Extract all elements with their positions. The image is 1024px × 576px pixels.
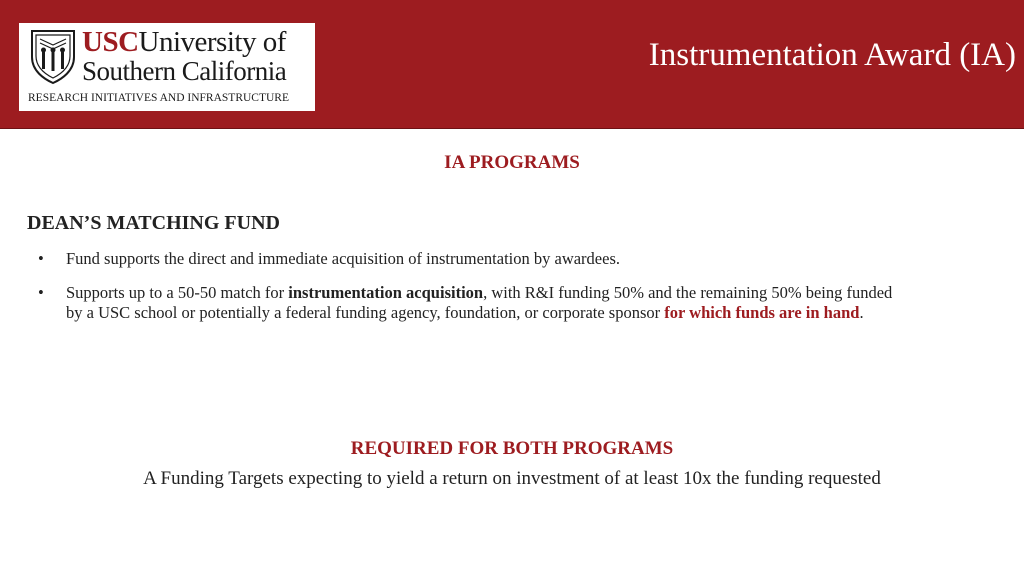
bullet-icon: • [38, 282, 44, 302]
header-banner [0, 0, 1024, 129]
bullet-text-end: . [859, 303, 864, 322]
bullet-highlight-text: for which funds are in hand [664, 303, 860, 322]
logo-university-of: University of [138, 26, 286, 58]
required-title: REQUIRED FOR BOTH PROGRAMS [350, 438, 674, 459]
usc-seal-icon [28, 27, 78, 85]
logo-line-2: Southern California [82, 56, 287, 86]
bullet-list [38, 249, 908, 337]
bullet-icon: • [38, 249, 44, 268]
logo-usc-wordmark: USC [82, 26, 139, 58]
bullet-text-part2: , with R&I funding 50% and the remaining 50% being funded by a USC school or potentially a federal funding agency, foundation, or corporate sponsor [66, 282, 893, 322]
required-text: A Funding Targets expecting to yield a return on investment of at least 10x the funding requested [143, 468, 881, 489]
bullet-text: Fund supports the direct and immediate acquisition of instrumentation by awardees. [66, 249, 620, 268]
bullet-bold-text: instrumentation acquisition [288, 282, 484, 302]
bullet-text-part1: Supports up to a 50-50 match for [66, 282, 289, 302]
fund-title: DEAN’S MATCHING FUND [27, 212, 280, 234]
section-title: IA PROGRAMS [444, 152, 580, 173]
logo-line-1 [82, 27, 286, 57]
page-title: Instrumentation Award (IA) [648, 37, 1016, 73]
usc-logo [19, 23, 315, 111]
bullet-item [38, 283, 908, 324]
bullet-item [38, 249, 908, 270]
logo-subtitle: RESEARCH INITIATIVES AND INFRASTRUCTURE [28, 92, 289, 104]
